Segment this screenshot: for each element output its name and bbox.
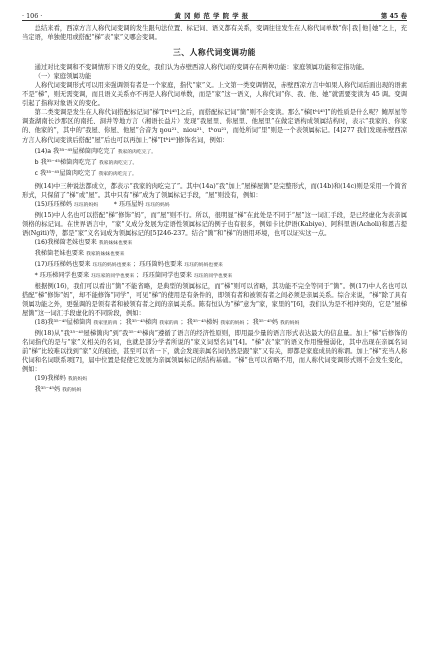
example-text: (15)珏珏梯妈 bbox=[34, 200, 73, 208]
example-19-line2 bbox=[35, 385, 407, 396]
example-gloss: 珏珏的妈妈 bbox=[145, 202, 170, 208]
example-text: * 珏珏梯同学也要来 bbox=[34, 271, 90, 279]
example-14b bbox=[35, 158, 407, 169]
paragraph: 总结来看，西凉方言人称代词变调的发生跟句法位置、标记词、语义都有关系，变调往往发生在人称代词单数“你│我│他│她”之上，充当定语，单独使用或搭配“梯”表“家”义哪会变调。 bbox=[22, 25, 407, 42]
volume-label: 第 45 卷 bbox=[380, 12, 407, 20]
example-16-line2 bbox=[35, 249, 407, 260]
example-gloss: 我家的肉 bbox=[159, 320, 179, 326]
example-text: c 我³⁵⁻⁴⁵屋箇肉吃完了 bbox=[34, 169, 97, 177]
example-14c bbox=[35, 169, 407, 180]
example-gloss: 珏珏的同学也要来 bbox=[193, 273, 233, 279]
example-text: ；我³⁵⁻⁴⁵妈 bbox=[246, 318, 279, 326]
running-header bbox=[22, 0, 407, 21]
example-text: ；我³⁵⁻⁴⁵梯肉 bbox=[119, 318, 158, 326]
subsection-heading: （一）家庭领属功能 bbox=[34, 73, 92, 81]
example-gloss: 珏珏的妈妈 bbox=[74, 202, 99, 208]
example-gloss: 珏珏的妈妈也要来 bbox=[184, 262, 223, 268]
example-19 bbox=[35, 374, 407, 385]
example-text: (18)我³⁵⁻⁴⁵屋梯箇肉 bbox=[34, 318, 92, 326]
example-gloss: 我的妹妹也要来 bbox=[98, 240, 133, 246]
example-gloss: 我的妈妈 bbox=[67, 377, 88, 383]
paragraph: 根据例(16)，我们可以看出“箇”不能省略，是典型的领属标记，而“梯”则可以省略，其功能不完全等同于“箇”。例(17)中人名也可以搭配“梯”修饰“妈”，却不能修饰“同学”，可见“梯”的使用是有条件的，即领有者和被领有者之间必须是亲属关系。综合来说，“梯”除了具有领属功能之外，更强调的是领有者和被领有者之间的亲属关系。陈有恒认为“梯”意为“家，家里的”[6]，我们认为是不相冲突的，它是“屋梯屋箇”这一词汇手段虚化的不同阶段，例如： bbox=[22, 282, 407, 317]
example-text: (19)我梯妈 bbox=[34, 375, 66, 383]
example-17 bbox=[35, 260, 407, 271]
example-gloss: 我家的肉吃完了。 bbox=[117, 149, 157, 155]
example-text: ；珏珏箇同学也要来 bbox=[136, 271, 192, 279]
page-number: · 106 · bbox=[22, 12, 43, 20]
paragraph: 通过对比变调和不变调情形下语义的变化，我们认为赤壁西凉人称代词的变调存在两种功能：家庭领属功能和定指功能。 bbox=[34, 64, 369, 72]
paragraph: 人称代词变调形式可以用来强调领有者是一个家庭，指代“家”义。上文第一类变调情况，赤壁西凉方言中如果人称代词后面出现的语素不是“梯”，则无需变调，而且语义关系亦不再是人称代词单数，而是“家”这一语义，人称代词“你、我、他、她”就需要变读为 45 调。变调引起了指称对象语义的变化。 bbox=[22, 82, 407, 108]
paragraph: 例(15)中人名也可以搭配“梯”修饰“妈”，而“屋”则不行。所以，很明显“梯”在此处是不同于“屋”这一词汇手段，是已经虚化为表亲属领格的标记词。在世界语言中，“家”义成分发展为定语性领属标记的例子也有很多，例如卡比伊语(Kabiye)、阿科里语(Acholi)和恩吉提语(Ngiti)等，都是“家”义名词成为领属标记的[5]246-237。结合“箇”和“梯”的语用环境，也可以证实这一点。 bbox=[22, 211, 407, 237]
example-text: (17)珏珏梯妈也要来 bbox=[34, 260, 91, 268]
example-14a bbox=[35, 147, 407, 158]
section-heading: 三、人称代词变调功能 bbox=[173, 48, 256, 58]
example-16 bbox=[35, 238, 407, 249]
example-text: b 我³⁵⁻⁴⁵梯箇肉吃完了 bbox=[34, 158, 97, 166]
example-15 bbox=[35, 200, 407, 211]
example-gloss: 我家里的肉 bbox=[93, 320, 118, 326]
example-text: (14)a 我³⁵⁻⁴⁵屋梯箇肉吃完了 bbox=[34, 147, 116, 155]
paragraph: 例(18)从“我³⁵⁻⁴⁵屋梯箇肉”到“我³⁵⁻⁴⁵梯肉”遵循了语言的经济性原则，即用最少量的语言形式表达最大的信息量。加上“梯”后修饰的名词指代的是与“家”义相关的名词，也就是部分学者所说的“家义词型名词”[4]。“梯”表“家”的语义作用慢慢弱化，其中出现在亲属名词前“梯”比较难以找到“家”义的痕迹，甚至可以省一下，就会发现亲属名词仍然是跟“家”又有关，即都是家庭成员的称谓。加上“梯”充当人称代词和名词联系项[7]，届中位置是促使它发展为亲属领属标记的结构基础。“梯”也可以省略不用，而人称代词变调形式则不会发生变化，例如： bbox=[22, 329, 407, 374]
journal-title: 黄 冈 师 范 学 院 学 报 bbox=[174, 12, 249, 20]
example-text: ；我³⁵⁻⁴⁵梯妈 bbox=[180, 318, 219, 326]
example-gloss: 我的妈妈 bbox=[62, 388, 82, 394]
example-17-line2 bbox=[35, 271, 407, 282]
example-text: 我梯箇老妹也要来 bbox=[34, 249, 85, 257]
article-body bbox=[22, 24, 407, 396]
example-gloss: 我家的妹妹也要来 bbox=[86, 251, 125, 257]
example-gloss: 我的妈妈 bbox=[280, 320, 300, 326]
example-18 bbox=[35, 318, 407, 329]
paragraph: 第二类变调是发生在人称代词搭配标记词“梯”[tʰi⁴⁵]之后，而搭配标记词“箇”则不会变读。那么“梯[tʰi⁴⁵]”的性质是什么呢？鲍厚星等调查湖南长沙那区的南托、洞井等地方言（湘语长益片）发现“我屋里、你屋里、他屋里”在做定语构成领属结构时，表示“我家的、你家的、他家的”，其中的“我屋、你屋、他屋”合音为 ŋou²¹、niou²¹、tʰou²¹，而处所词“里”则是一个表领属标记。[4]277 我们发现赤壁西凉方言人称代词变读后搭配“屋”后也可以再加上“梯”[tʰi⁴⁵]修饰名词，例如： bbox=[22, 109, 407, 144]
example-text: ；珏珏箇妈也要来 bbox=[132, 260, 183, 268]
example-gloss: 我家的肉吃完了。 bbox=[98, 171, 137, 177]
example-gloss: 珏珏家的同学也要来 bbox=[91, 273, 135, 279]
example-text: * 珏珏屋妈 bbox=[113, 200, 144, 208]
example-gloss: 我家的肉吃完了。 bbox=[98, 160, 138, 166]
paragraph: 例(14)中三种说法都成立，都表示“我家的肉吃完了”。其中(14a)“我”加上“屋梯屋箇”是完整形式，而(14b)和(14c)则是采用一个简省形式，只保留了“梯”或“屋”。其中只有“梯”成为了领属标记手段，“屋”则没有，例如： bbox=[22, 182, 407, 199]
example-gloss: 珏珏的妈妈也要来 bbox=[92, 262, 131, 268]
example-gloss: 我家的妈妈 bbox=[220, 320, 245, 326]
example-text: (16)我梯箇老妹也要来 bbox=[34, 238, 97, 246]
example-text: 我³⁵⁻⁴⁵妈 bbox=[34, 386, 61, 394]
